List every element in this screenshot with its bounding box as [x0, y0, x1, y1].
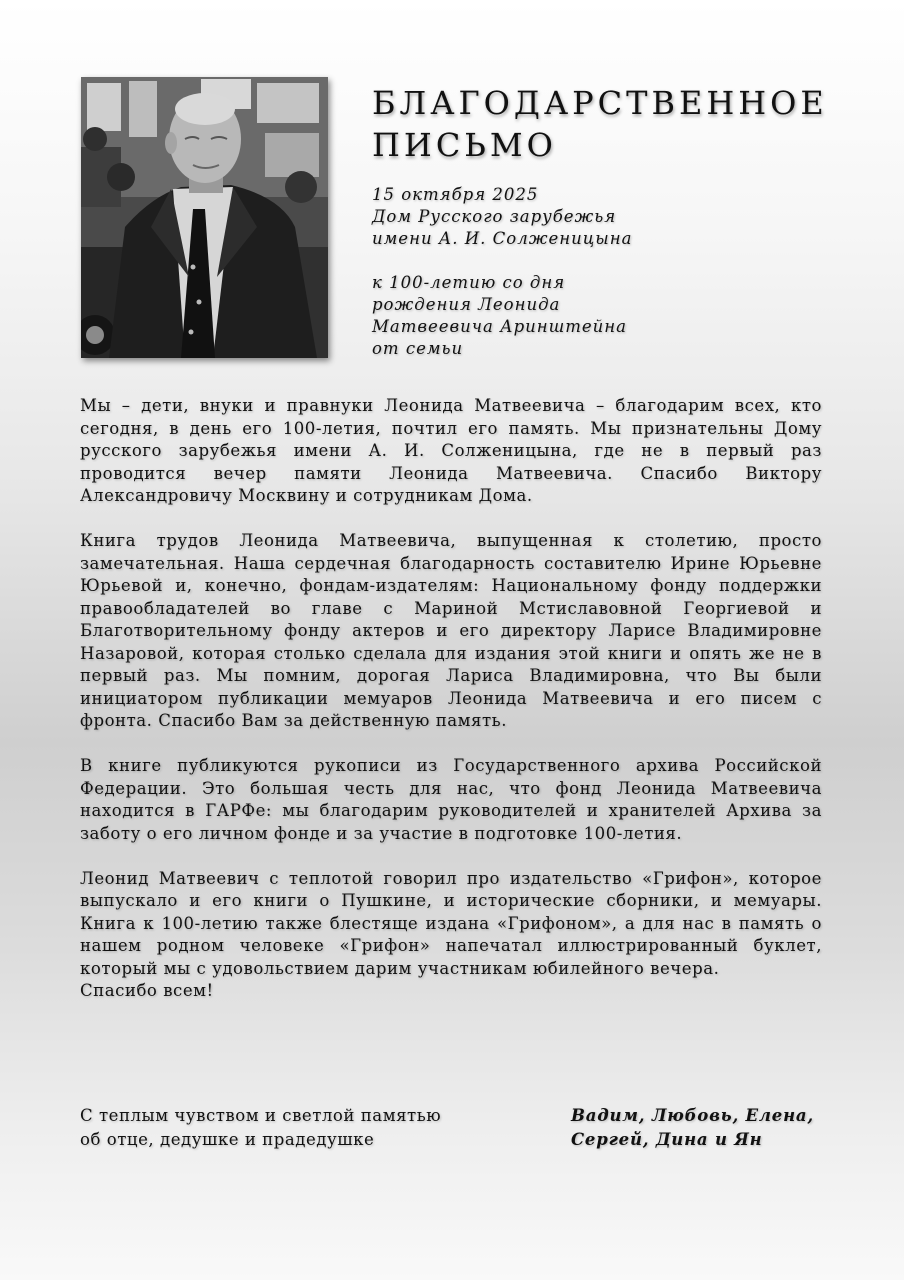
closing-line1: С теплым чувством и светлой памятью: [80, 1106, 442, 1125]
body-paragraph-3: В книге публикуются рукописи из Государственного архива Российской Федерации. Это большая честь для нас, что фонд Леонида Матвеевича находится в ГАРФе: мы благодарим руководителей и хранителей Архива за заботу о его личном фонде и за участие в подготовке 100-летия.: [80, 756, 822, 843]
closing-line2: об отце, дедушке и прадедушке: [80, 1130, 375, 1149]
body-paragraph-2: Книга трудов Леонида Матвеевича, выпущенная к столетию, просто замечательная. Наша сердечная благодарность составителю Ирине Юрьевне Юрьевой и, конечно, фондам-издателям: Национальному фонду поддержки правообладателей во главе с Мариной Мстиславовной Георгиевой и Благотворительному фонду актеров и его директору Ларисе Владимировне Назаровой, которая столько сделала для издания этой книги и опять же не в первый раз. Мы помним, дорогая Лариса Владимировна, что Вы были инициатором публикации мемуаров Леонида Матвеевича и его писем с фронта. Спасибо Вам за действенную память.: [80, 531, 822, 730]
venue-line1: Дом Русского зарубежья: [372, 207, 617, 226]
occasion-line3: Матвеевича Аринштейна: [372, 317, 628, 336]
signatories: [571, 1104, 831, 1152]
letter-title: [372, 82, 842, 166]
portrait-photo: [81, 77, 328, 358]
signers-line2: Сергей, Дина и Ян: [571, 1130, 763, 1149]
letter-title-line2: ПИСЬМО: [372, 126, 557, 164]
occasion-line1: к 100-летию со дня: [372, 273, 566, 292]
occasion-line4: от семьи: [372, 339, 464, 358]
letter-meta: [372, 184, 692, 360]
signers-line1: Вадим, Любовь, Елена,: [571, 1106, 814, 1125]
event-date: 15 октября 2025: [372, 185, 539, 204]
portrait-photo-image: [81, 77, 328, 358]
letter-title-line1: БЛАГОДАРСТВЕННОЕ: [372, 84, 828, 122]
venue-line2: имени А. И. Солженицына: [372, 229, 633, 248]
thanks-line: Спасибо всем!: [80, 981, 214, 1000]
letter-body: [80, 395, 822, 1003]
body-paragraph-4: Леонид Матвеевич с теплотой говорил про издательство «Грифон», которое выпускало и его книги о Пушкине, и исторические сборники, и мемуары. Книга к 100-летию также блестяще издана «Грифоном», а для нас в память о нашем родном человеке «Грифон» напечатал иллюстрированный буклет, который мы с удовольствием дарим участникам юбилейного вечера.: [80, 868, 822, 978]
occasion-line2: рождения Леонида: [372, 295, 561, 314]
meta-spacer: [372, 250, 692, 272]
body-paragraph-1: Мы – дети, внуки и правнуки Леонида Матвеевича – благодарим всех, кто сегодня, в день его 100-летия, почтил его память. Мы признательны Дому русского зарубежья имени А. И. Солженицына, где не в первый раз проводится вечер памяти Леонида Матвеевича. Спасибо Виктору Александровичу Москвину и сотрудникам Дома.: [80, 396, 822, 505]
closing-remark: [80, 1104, 540, 1152]
